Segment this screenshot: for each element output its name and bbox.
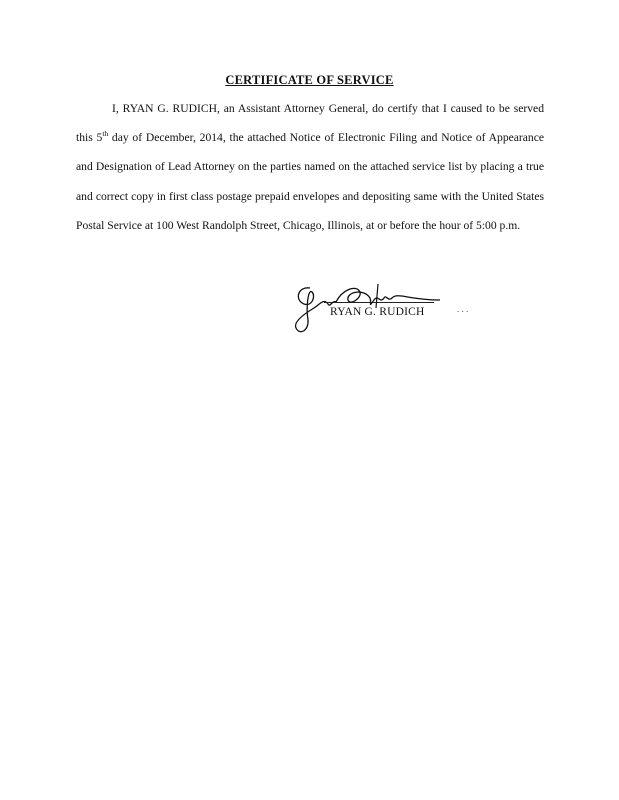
certificate-body [76, 94, 544, 240]
signatory-name: RYAN G. RUDICH [330, 306, 425, 318]
paragraph-text-end: day of December, 2014, the attached Notice of Electronic Filing and Notice of Appearance and Designation of Lead Attorney on the parties named on the attached service list by placing a true and correct copy in first class postage prepaid envelopes and depositing same with the United States Postal Service at 100 West Randolph Street, Chicago, Illinois, at or before the hour of 5:00 p.m. [76, 131, 545, 232]
paragraph-text-start: I, RYAN G. RUDICH, an Assistant Attorney General, do certify that I caused to be served this 5 [76, 102, 544, 145]
stray-marks: . . . [457, 304, 469, 314]
ordinal-suffix: th [102, 129, 109, 139]
document-title: CERTIFICATE OF SERVICE [225, 73, 394, 87]
signature-line [324, 302, 434, 303]
certificate-paragraph [76, 94, 544, 240]
